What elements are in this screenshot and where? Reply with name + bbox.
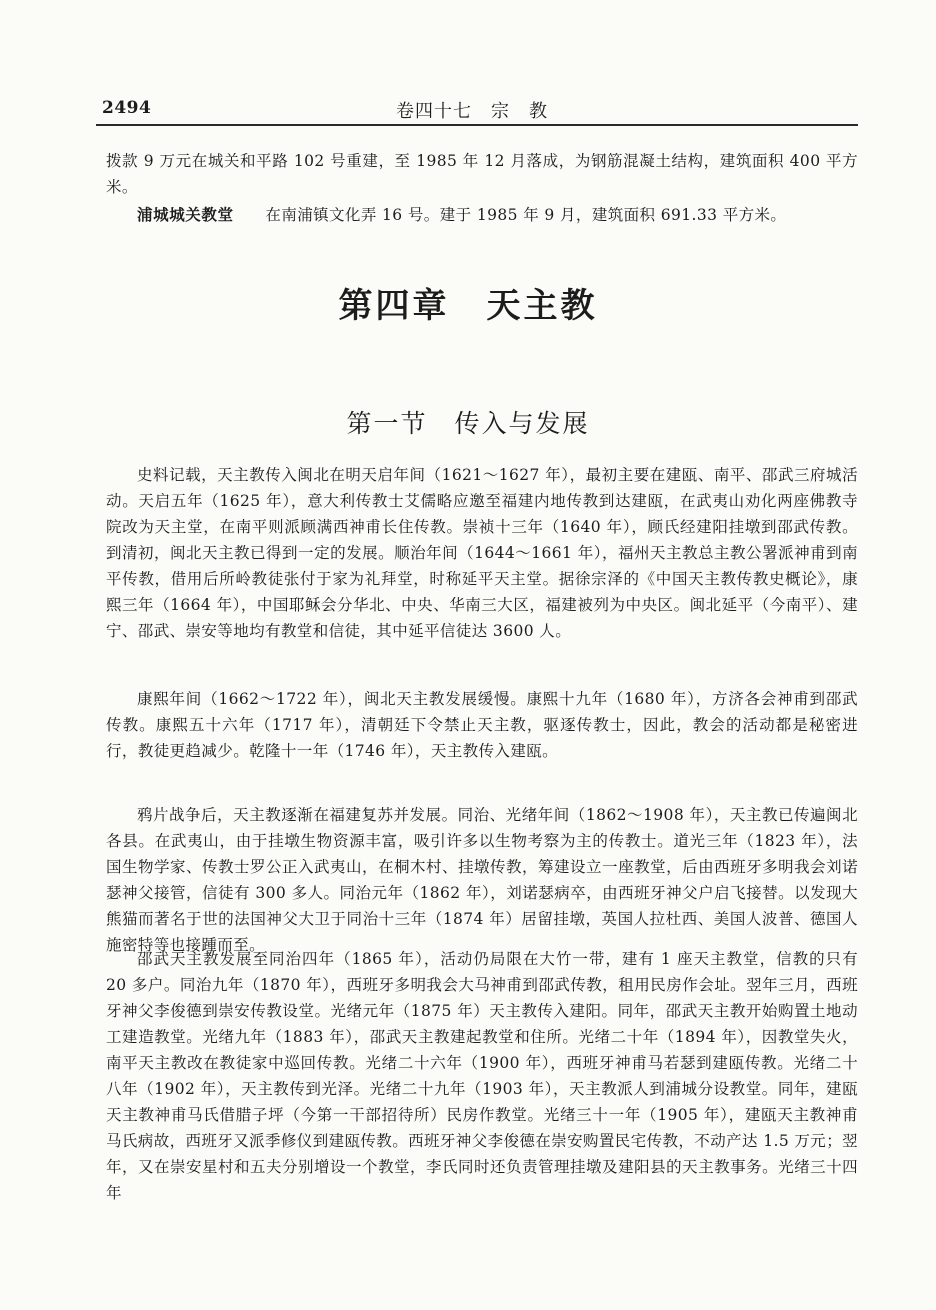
pucheng-church-text: 在南浦镇文化弄 16 号。建于 1985 年 9 月，建筑面积 691.33 平方米。: [265, 206, 787, 224]
body-paragraph-2: 康熙年间（1662～1722 年），闽北天主教发展缓慢。康熙十九年（1680 年），方济各会神甫到邵武传教。康熙五十六年（1717 年），清朝廷下令禁止天主教，驱逐传教士，因此，教会的活动都是秘密进行，教徒更趋减少。乾隆十一年（1746 年），天主教传入建瓯。: [106, 690, 858, 760]
continuation-paragraph: 拨款 9 万元在城关和平路 102 号重建，至 1985 年 12 月落成，为钢筋混凝土结构，建筑面积 400 平方米。: [106, 152, 858, 196]
body-paragraph-3: 鸦片战争后，天主教逐渐在福建复苏并发展。同治、光绪年间（1862～1908 年），天主教已传遍闽北各县。在武夷山，由于挂墩生物资源丰富，吸引许多以生物考察为主的传教士。道光三年（1823 年），法国生物学家、传教士罗公正入武夷山，在桐木村、挂墩传教，筹建设立一座教堂，后由西班牙多明我会刘诺瑟神父接管，信徒有 300 多人。同治元年（1862 年），刘诺瑟病卒，由西班牙神父户启飞接替。以发现大熊猫而著名于世的法国神父大卫于同治十三年（1874 年）居留挂墩，英国人拉杜西、美国人波普、德国人施密特等也接踵而至。: [106, 806, 858, 954]
page-number: 2494: [102, 98, 152, 118]
chapter-title: 第四章 天主教: [338, 286, 598, 326]
pucheng-church-paragraph: [106, 202, 858, 228]
running-head: 卷四十七 宗 教: [396, 101, 548, 122]
body-paragraph-1: 史料记载，天主教传入闽北在明天启年间（1621～1627 年），最初主要在建瓯、南平、邵武三府城活动。天启五年（1625 年），意大利传教士艾儒略应邀至福建内地传教到达建瓯，在武夷山劝化两座佛教寺院改为天主堂，在南平则派顾满西神甫长住传教。崇祯十三年（1640 年），顾氏经建阳挂墩到邵武传教。到清初，闽北天主教已得到一定的发展。顺治年间（1644～1661 年），福州天主教总主教公署派神甫到南平传教，借用后所岭教徒张付于家为礼拜堂，时称延平天主堂。据徐宗泽的《中国天主教传教史概论》，康熙三年（1664 年），中国耶稣会分华北、中央、华南三大区，福建被列为中央区。闽北延平（今南平）、建宁、邵武、崇安等地均有教堂和信徒，其中延平信徒达 3600 人。: [106, 466, 858, 640]
page-header: [96, 96, 856, 124]
pucheng-church-lead: 浦城城关教堂: [137, 205, 234, 224]
body-paragraph-4: 邵武天主教发展至同治四年（1865 年），活动仍局限在大竹一带，建有 1 座天主教堂，信教的只有 20 多户。同治九年（1870 年），西班牙多明我会大马神甫到邵武传教，租用民房作会址。翌年三月，西班牙神父李俊德到崇安传教设堂。光绪元年（1875 年）天主教传入建阳。同年，邵武天主教开始购置土地动工建造教堂。光绪九年（1883 年），邵武天主教建起教堂和住所。光绪二十年（1894 年），因教堂失火，南平天主教改在教徒家中巡回传教。光绪二十六年（1900 年），西班牙神甫马若瑟到建瓯传教。光绪二十八年（1902 年），天主教传到光泽。光绪二十九年（1903 年），天主教派人到浦城分设教堂。同年，建瓯天主教神甫马氏借腊子坪（今第一干部招待所）民房作教堂。光绪三十一年（1905 年），建瓯天主教神甫马氏病故，西班牙又派季修仪到建瓯传教。西班牙神父李俊德在崇安购置民宅传教，不动产达 1.5 万元；翌年，又在崇安星村和五夫分别增设一个教堂，李氏同时还负责管理挂墩及建阳县的天主教事务。光绪三十四年: [106, 950, 859, 1202]
section-title: 第一节 传入与发展: [346, 409, 590, 438]
header-rule: [96, 124, 858, 126]
